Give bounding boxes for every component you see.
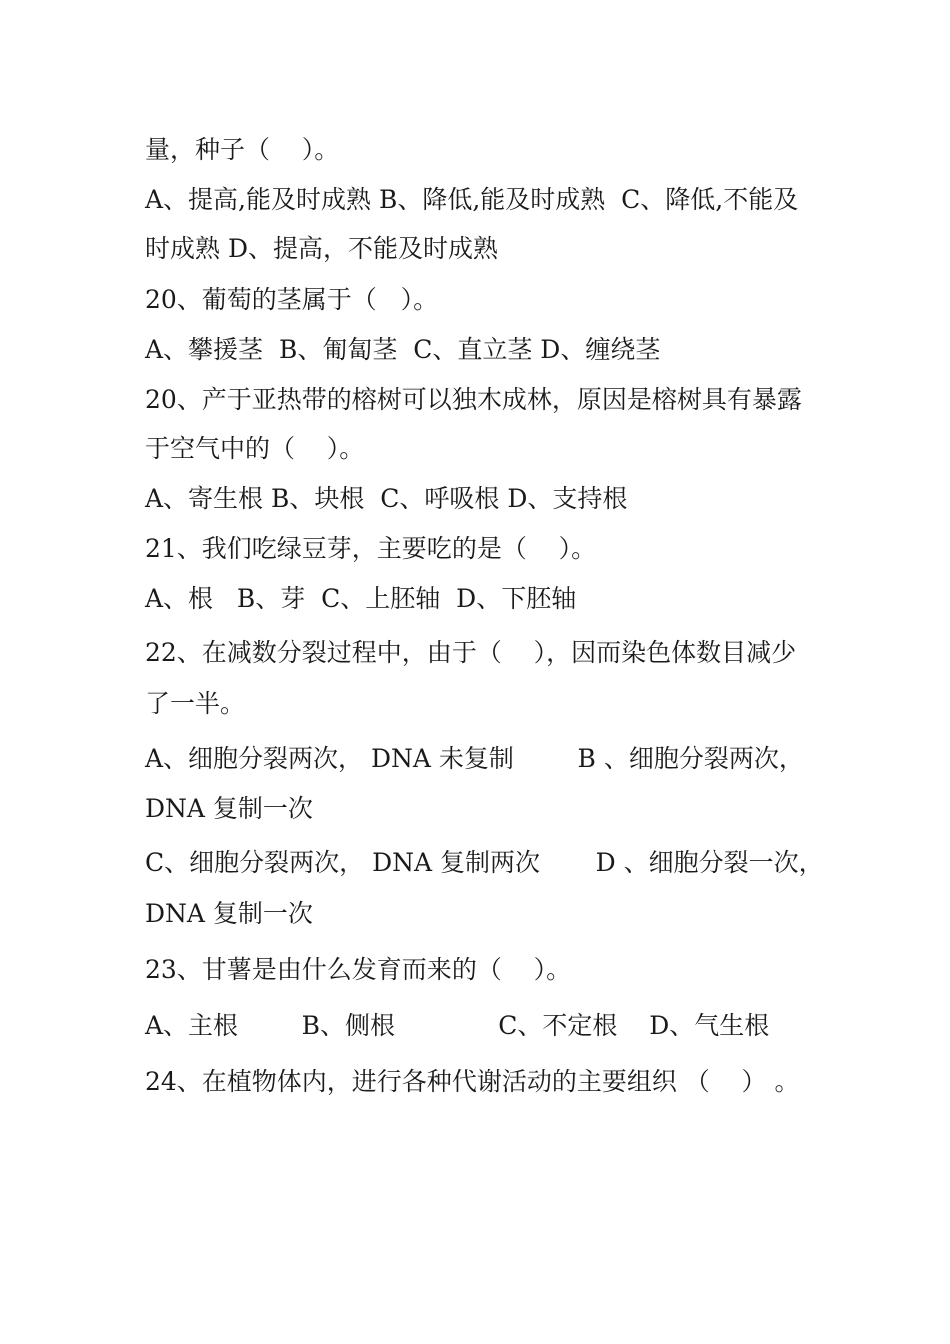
question-19-options-line-2: 时成熟 D、提高，不能及时成熟 <box>145 234 498 263</box>
question-23-options: A、主根 B、侧根 C、不定根 D、气生根 <box>145 1011 770 1040</box>
question-22-options-cd: C、细胞分裂两次， DNA 复制两次 D 、细胞分裂一次， <box>145 848 824 877</box>
question-22-stem-line-1: 22、在减数分裂过程中，由于（ ），因而染色体数目减少 <box>145 638 797 667</box>
question-23-stem: 23、甘薯是由什么发育而来的（ ）。 <box>145 955 572 984</box>
question-22-stem-line-2: 了一半。 <box>145 689 246 718</box>
question-19-options-line-1: A、提高,能及时成熟 B、降低,能及时成熟 C、降低,不能及 <box>145 185 799 214</box>
question-19-stem-continuation: 量，种子（ ）。 <box>145 135 340 164</box>
question-21-stem: 21、我们吃绿豆芽，主要吃的是（ ）。 <box>145 534 597 563</box>
question-20a-stem: 20、葡萄的茎属于（ ）。 <box>145 285 439 314</box>
question-20b-options: A、寄生根 B、块根 C、呼吸根 D、支持根 <box>145 484 628 513</box>
question-20a-options: A、攀援茎 B、匍匐茎 C、直立茎 D、缠绕茎 <box>145 335 661 364</box>
question-21-options: A、根 B、芽 C、上胚轴 D、下胚轴 <box>145 584 577 613</box>
question-20b-stem-line-2: 于空气中的（ ）。 <box>145 434 365 463</box>
question-22-option-b-continuation: DNA 复制一次 <box>145 794 313 823</box>
question-22-option-d-continuation: DNA 复制一次 <box>145 899 313 928</box>
question-20b-stem-line-1: 20、产于亚热带的榕树可以独木成林，原因是榕树具有暴露 <box>145 385 802 414</box>
question-22-options-ab: A、细胞分裂两次， DNA 未复制 B 、细胞分裂两次， <box>145 744 804 773</box>
question-24-stem: 24、在植物体内，进行各种代谢活动的主要组织 （ ） 。 <box>145 1067 800 1096</box>
